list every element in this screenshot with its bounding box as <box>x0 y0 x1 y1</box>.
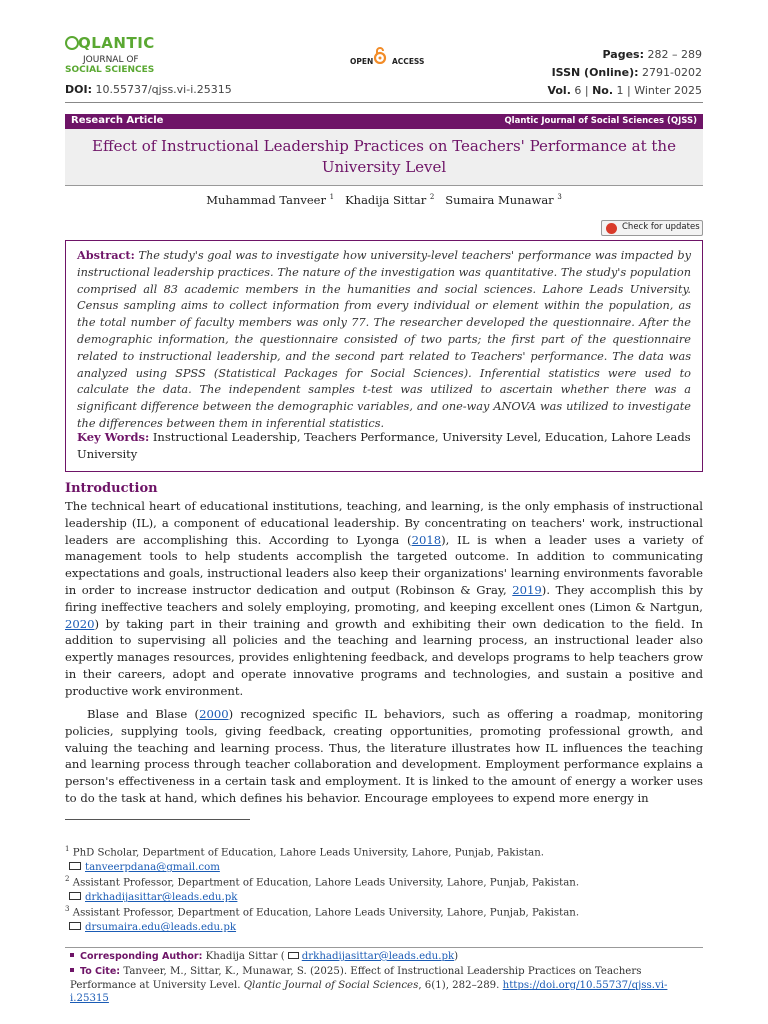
article-title: Effect of Instructional Leadership Practices on Teachers' Performance at the University Level <box>92 137 676 176</box>
email-link[interactable]: tanveerpdana@gmail.com <box>85 862 220 874</box>
email-link[interactable]: drkhadijasittar@leads.edu.pk <box>85 892 238 904</box>
article-banner <box>65 114 703 129</box>
journal-name: Qlantic Journal of Social Sciences (QJSS) <box>504 116 697 126</box>
abstract-text: The study's goal was to investigate how university-level teachers' performance was impacted by instructional leadership practices. The nature of the investigation was quantitative. The study's population comprised all 83 academic members in the humanities and social sciences. Lahore Leads University. Census sampling aims to collect information from every individual or element within the population, as the total number of faculty members was only 77. The researcher developed the questionnaire. After the demographic information, the questionnaire consisted of two parts; the first part of the questionnaire related to instructional leadership, and the second part related to Teachers' performance. The data was analyzed using SPSS (Statistical Packages for Social Sciences). Inferential statistics were used to calculate the data. The independent samples t-test was utilized to ascertain whether there was a significant difference between the demographic variables, and one-way ANOVA was utilized to investigate the differences between them in inferential statistics. <box>77 249 692 430</box>
citation-link[interactable]: 2000 <box>199 707 229 721</box>
mail-icon <box>69 892 81 900</box>
footnote-3: $^3$ Assistant Professor, Department of Education, Lahore Leads University, Lahore, Punjab, Pakistan. drsumaira.edu@leads.edu.pk <box>65 905 580 934</box>
citation-link[interactable]: 2019 <box>512 582 542 597</box>
keywords-text: Instructional Leadership, Teachers Performance, University Level, Education, Lahore Leads University <box>77 430 691 461</box>
keywords-label: Key Words: <box>77 430 150 444</box>
pages-value: 282 – 289 <box>647 48 702 61</box>
doi-line <box>65 83 232 96</box>
author-3: Sumaira Munawar $^3$ <box>445 193 562 207</box>
author-1: Muhammad Tanveer $^1$ <box>206 193 335 207</box>
author-list <box>65 193 703 207</box>
corresponding-email-link[interactable]: drkhadijasittar@leads.edu.pk <box>301 951 455 962</box>
abstract-box <box>65 240 703 472</box>
vol-label: Vol. <box>547 84 571 97</box>
logo-line1: JOURNAL OF <box>83 55 139 65</box>
abstract <box>77 247 691 433</box>
pages-line <box>547 46 702 64</box>
intro-paragraph-1: The technical heart of educational institutions, teaching, and learning, is the only emphasis of instructional leadership (IL), a component of educational leadership. By concentrating on teachers' work, instructional leaders are accomplishing this. According to Lyonga (2018), IL is when a leader uses a variety of management tools to help students accomplish the targeted outcome. In addition to communicating expectations and goals, instructional leaders also keep their organizations' learning environments favorable in order to increase instructor dedication and output (Robinson & Gray, 2019). They accomplish this by firing ineffective teachers and solely employing, promoting, and keeping excellent ones (Limon & Nartgun, 2020) by taking part in their training and growth and exhibiting their own dedication to the field. In addition to supervising all policies and the teaching and learning process, an instructional leader also expertly manages resources, provides enlightening feedback, and develops programs to help teachers grow in their careers, adopt and operate innovative programs and technologies, and sustain a positive and productive work environment. <box>65 499 703 698</box>
volume-line: Vol. 6 | No. 1 | Winter 2025 <box>547 84 702 97</box>
cite-text: Tanveer, M., Sittar, K., Munawar, S. (2025). Effect of Instructional Leadership Practices on Teachers Performance at University Level. <box>70 966 642 991</box>
issn-line <box>547 64 702 82</box>
footnote-1: $^1$ PhD Scholar, Department of Education, Lahore Leads University, Lahore, Punjab, Pakistan. tanveerpdana@gmail.com <box>65 845 545 874</box>
corresponding-label: Corresponding Author: <box>80 951 203 962</box>
logo-ring-icon <box>65 36 79 50</box>
cite-journal: Qlantic Journal of Social Sciences <box>243 979 419 991</box>
corresponding-name: Khadija Sittar ( <box>205 951 285 962</box>
article-type: Research Article <box>71 115 164 126</box>
header-divider <box>65 102 703 103</box>
journal-logo <box>65 36 175 78</box>
logo-name: QLANTIC <box>78 34 155 52</box>
bullet-icon <box>70 953 74 957</box>
logo-line2: SOCIAL SCIENCES <box>65 65 155 75</box>
season: Winter 2025 <box>634 84 702 97</box>
issn-value: 2791-0202 <box>642 66 702 79</box>
footnote-2: $^2$ Assistant Professor, Department of Education, Lahore Leads University, Lahore, Punjab, Pakistan. drkhadijasittar@leads.edu.pk <box>65 875 580 904</box>
no-value: 1 <box>616 84 624 97</box>
issue-meta <box>547 46 702 100</box>
keywords <box>77 429 691 463</box>
abstract-label: Abstract: <box>77 248 135 262</box>
footnote-divider <box>65 819 250 820</box>
no-label: No. <box>592 84 614 97</box>
intro-paragraph-2: Blase and Blase (2000) recognized specific IL behaviors, such as offering a roadmap, monitoring policies, supplying tools, giving feedback, creating opportunities, promoting professional growth, and valuing the teaching and learning process. Thus, the literature illustrates how IL influences the teaching and learning process through teacher collaboration and development. Employment performance explains a person's effectiveness in a certain task and employment. It is linked to the amount of energy a worker uses to do the task at hand, which defines his behavior. Encourage employees to expend more energy in <box>65 707 703 805</box>
citation-link[interactable]: 2018 <box>411 532 442 547</box>
author-2: Khadija Sittar $^2$ <box>345 193 435 207</box>
introduction-heading: Introduction <box>65 481 158 496</box>
mail-icon <box>288 952 299 959</box>
citation-link[interactable]: 2020 <box>65 616 95 631</box>
email-link[interactable]: drsumaira.edu@leads.edu.pk <box>85 922 237 934</box>
check-for-updates-button[interactable] <box>601 220 703 236</box>
doi-label: DOI: <box>65 83 92 96</box>
title-box <box>65 129 703 186</box>
open-access-badge <box>350 48 430 70</box>
check-updates-label: Check for updates <box>622 222 700 232</box>
pages-label: Pages: <box>602 48 645 61</box>
open-lock-icon <box>373 46 387 64</box>
bullet-icon <box>70 968 74 972</box>
citation-info: To Cite: Tanveer, M., Sittar, K., Munawar, S. (2025). Effect of Instructional Leadership Practices on Teachers Performance at University Level. Qlantic Journal of Social Sciences, 6(1), 282–289. https://doi.org/10.55737/qjss.vi-i.25315 <box>70 966 668 1004</box>
mail-icon <box>69 862 81 870</box>
open-access-open: OPEN <box>350 57 374 66</box>
mail-icon <box>69 922 81 930</box>
check-updates-icon <box>606 223 617 234</box>
cite-doi-link[interactable]: https://doi.org/10.55737/qjss.vi-i.25315 <box>70 979 668 1004</box>
open-access-access: ACCESS <box>392 57 425 66</box>
vol-value: 6 <box>574 84 582 97</box>
corresponding-author: Corresponding Author: Khadija Sittar ( drkhadijasittar@leads.edu.pk) <box>70 950 703 964</box>
doi-value[interactable]: 10.55737/qjss.vi-i.25315 <box>95 83 232 96</box>
bottom-divider <box>65 947 703 948</box>
issn-label: ISSN (Online): <box>551 66 639 79</box>
cite-label: To Cite: <box>80 966 121 977</box>
